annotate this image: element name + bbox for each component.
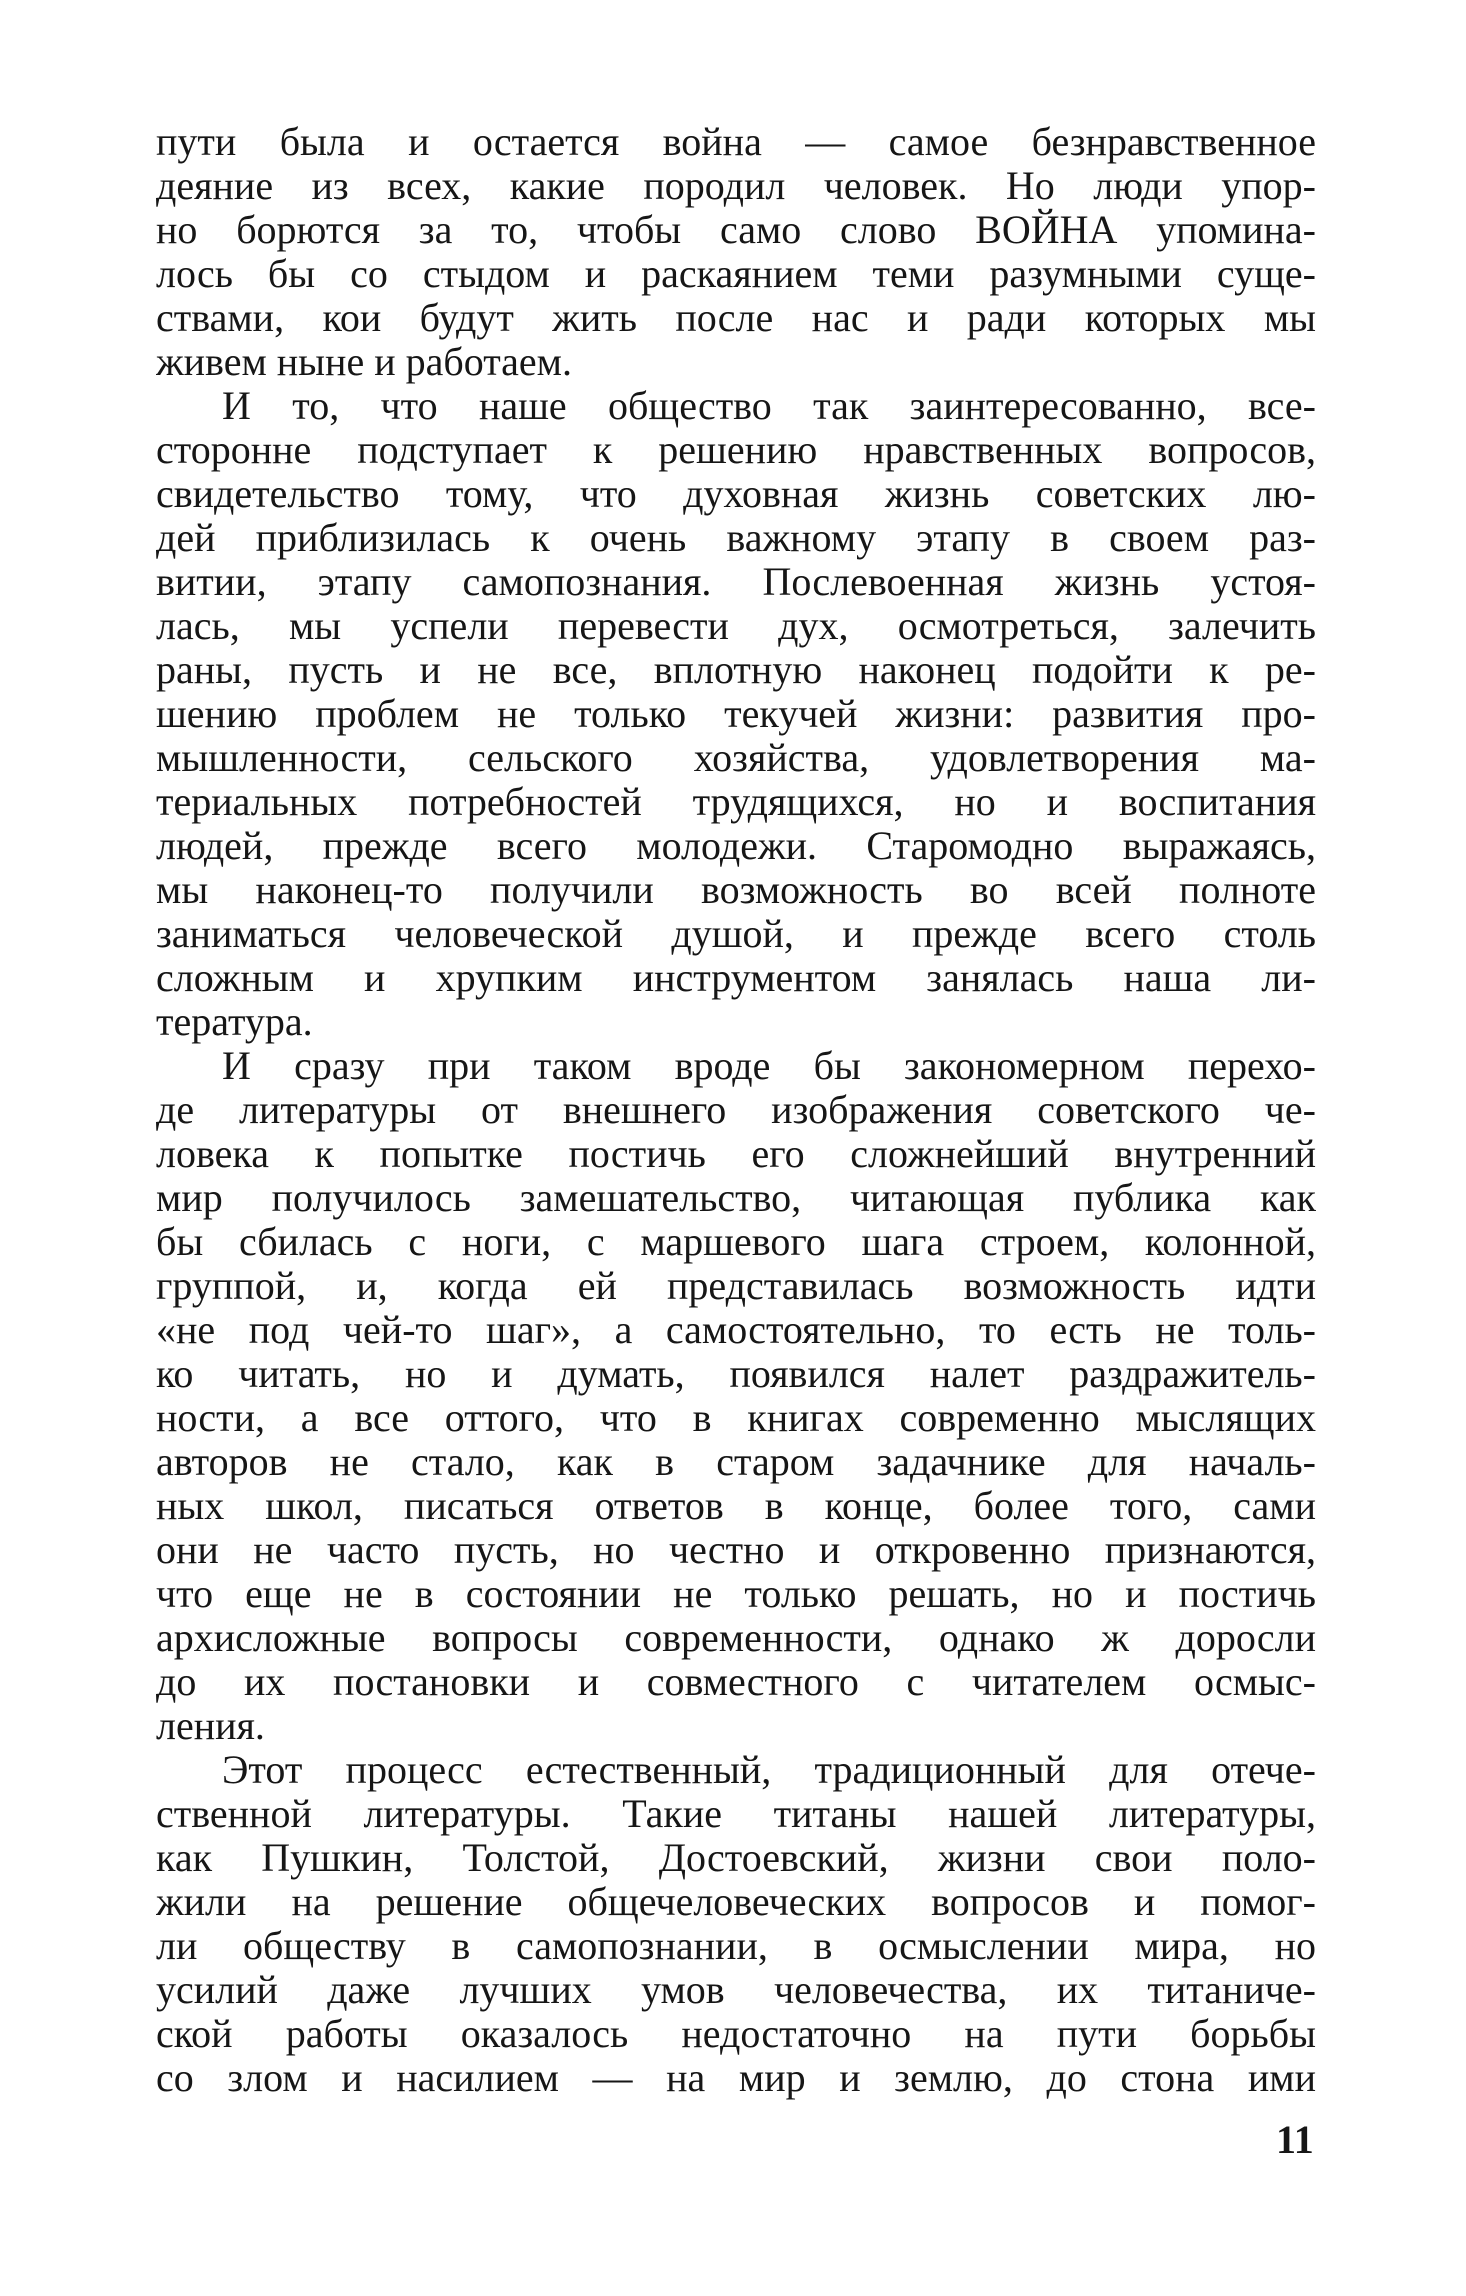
text-line: они не часто пусть, но честно и откровенно признаются, [156,1528,1316,1572]
text-line: деяние из всех, какие породил человек. Но люди упор- [156,164,1316,208]
text-line: мир получилось замешательство, читающая публика как [156,1176,1316,1220]
text-line: ности, а все оттого, что в книгах современно мыслящих [156,1396,1316,1440]
text-line: бы сбилась с ноги, с маршевого шага строем, колонной, [156,1220,1316,1264]
text-line: «не под чей-то шаг», а самостоятельно, то есть не толь- [156,1308,1316,1352]
paragraph [156,1748,1316,2100]
page-body [156,120,1316,2100]
text-line: ственной литературы. Такие титаны нашей литературы, [156,1792,1316,1836]
paragraph [156,384,1316,1044]
text-line: И то, что наше общество так заинтересованно, все- [222,384,1316,428]
text-line: авторов не стало, как в старом задачнике для началь- [156,1440,1316,1484]
text-line: шению проблем не только текучей жизни: развития про- [156,692,1316,736]
text-line: со злом и насилием — на мир и землю, до стона ими [156,2056,1316,2100]
text-line: И сразу при таком вроде бы закономерном перехо- [222,1044,1316,1088]
text-line: ления. [156,1704,265,1748]
text-line: живем ныне и работаем. [156,340,572,384]
text-line: Этот процесс естественный, традиционный для отече- [222,1748,1316,1792]
text-line: сторонне подступает к решению нравственных вопросов, [156,428,1316,472]
text-line: раны, пусть и не все, вплотную наконец подойти к ре- [156,648,1316,692]
text-line: лась, мы успели перевести дух, осмотреться, залечить [156,604,1316,648]
text-line: ской работы оказалось недостаточно на пути борьбы [156,2012,1316,2056]
text-line: дей приблизилась к очень важному этапу в своем раз- [156,516,1316,560]
text-line: архисложные вопросы современности, однако ж доросли [156,1616,1316,1660]
text-line: териальных потребностей трудящихся, но и воспитания [156,780,1316,824]
paragraph [156,120,1316,384]
text-line: ловека к попытке постичь его сложнейший внутренний [156,1132,1316,1176]
paragraph [156,1044,1316,1748]
text-line: тература. [156,1000,313,1044]
text-line: мы наконец-то получили возможность во всей полноте [156,868,1316,912]
text-line: сложным и хрупким инструментом занялась наша ли- [156,956,1316,1000]
text-line: что еще не в состоянии не только решать, но и постичь [156,1572,1316,1616]
text-line: людей, прежде всего молодежи. Старомодно выражаясь, [156,824,1316,868]
text-line: лось бы со стыдом и раскаянием теми разумными суще- [156,252,1316,296]
text-line: свидетельство тому, что духовная жизнь советских лю- [156,472,1316,516]
text-line: ко читать, но и думать, появился налет раздражитель- [156,1352,1316,1396]
text-line: мышленности, сельского хозяйства, удовлетворения ма- [156,736,1316,780]
text-line: витии, этапу самопознания. Послевоенная жизнь устоя- [156,560,1316,604]
text-line: ствами, кои будут жить после нас и ради которых мы [156,296,1316,340]
text-line: усилий даже лучших умов человечества, их титаниче- [156,1968,1316,2012]
text-line: как Пушкин, Толстой, Достоевский, жизни свои поло- [156,1836,1316,1880]
text-line: ли обществу в самопознании, в осмыслении мира, но [156,1924,1316,1968]
text-line: жили на решение общечеловеческих вопросов и помог- [156,1880,1316,1924]
text-line: но борются за то, чтобы само слово ВОЙНА упомина- [156,208,1316,252]
text-line: пути была и остается война — самое безнравственное [156,120,1316,164]
page-number: 11 [1276,2117,1314,2162]
text-line: де литературы от внешнего изображения советского че- [156,1088,1316,1132]
text-line: до их постановки и совместного с читателем осмыс- [156,1660,1316,1704]
text-line: группой, и, когда ей представилась возможность идти [156,1264,1316,1308]
text-line: заниматься человеческой душой, и прежде всего столь [156,912,1316,956]
text-line: ных школ, писаться ответов в конце, более того, сами [156,1484,1316,1528]
